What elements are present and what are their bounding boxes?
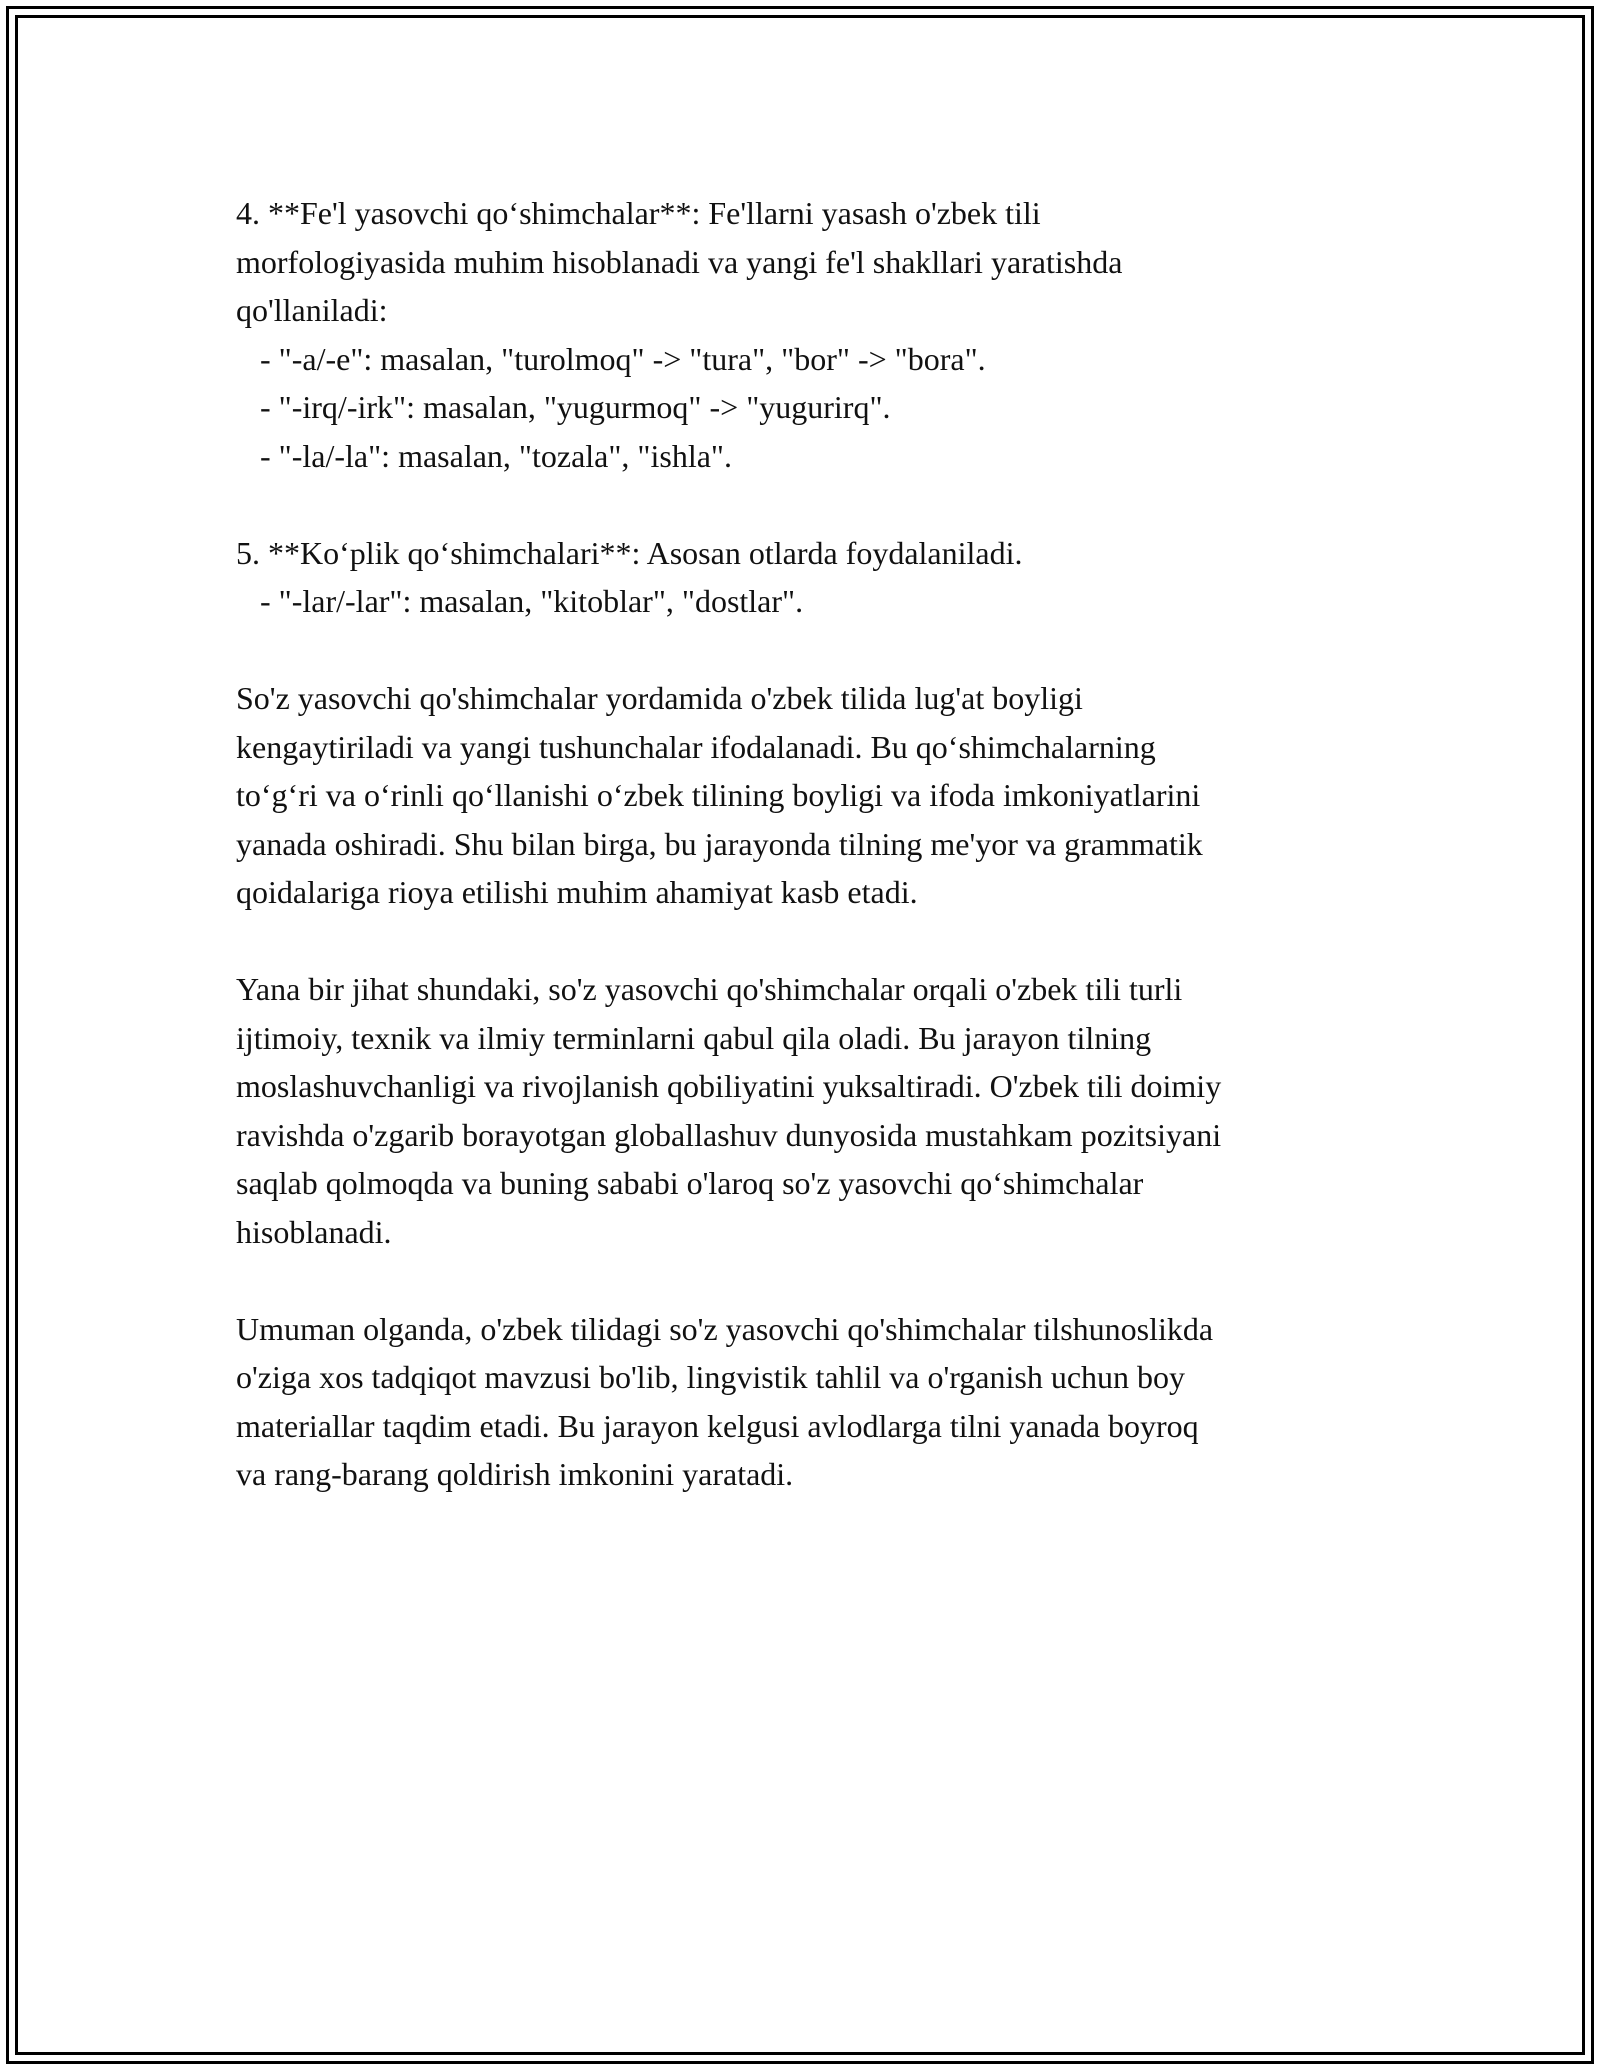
paragraph-vocabulary-enrichment [236, 674, 1386, 917]
text-line: qoidalariga rioya etilishi muhim ahamiyat kasb etadi. [236, 874, 918, 910]
text-line: ijtimoiy, texnik va ilmiy terminlarni qabul qila oladi. Bu jarayon tilning [236, 1019, 1152, 1056]
text-line: 5. **Ko‘plik qo‘shimchalari**: Asosan otlarda foydalaniladi. [236, 534, 1023, 571]
list-item: - "-irq/-irk": masalan, "yugurmoq" -> "yugurirq". [236, 389, 891, 425]
text-line: yanada oshiradi. Shu bilan birga, bu jarayonda tilning me'yor va grammatik [236, 825, 1203, 862]
text-line: moslashuvchanligi va rivojlanish qobiliyatini yuksaltiradi. O'zbek tili doimiy [236, 1068, 1222, 1104]
text-line: kengaytiriladi va yangi tushunchalar ifodalanadi. Bu qo‘shimchalarning [236, 728, 1156, 765]
text-line: Yana bir jihat shundaki, so'z yasovchi qo'shimchalar orqali o'zbek tili turli [236, 971, 1183, 1007]
text-line: ravishda o'zgarib borayotgan globallashuv dunyosida mustahkam pozitsiyani [236, 1116, 1222, 1153]
text-line: So'z yasovchi qo'shimchalar yordamida o'zbek tilida lug'at boyligi [236, 680, 1083, 716]
document-body [236, 189, 1386, 1547]
text-line: 4. **Fe'l yasovchi qo‘shimchalar**: Fe'llarni yasash o'zbek tili [236, 195, 1041, 231]
text-line: saqlab qolmoqda va buning sababi o'laroq so'z yasovchi qo‘shimchalar [236, 1165, 1144, 1201]
paragraph-terminology-adaptation [236, 965, 1386, 1256]
paragraph-conclusion [236, 1305, 1386, 1499]
text-line: morfologiyasida muhim hisoblanadi va yangi fe'l shakllari yaratishda [236, 243, 1123, 280]
list-item: - "-a/-e": masalan, "turolmoq" -> "tura", "bor" -> "bora". [236, 340, 986, 377]
text-line: o'ziga xos tadqiqot mavzusi bo'lib, lingvistik tahlil va o'rganish uchun boy [236, 1359, 1186, 1395]
text-line: to‘g‘ri va o‘rinli qo‘llanishi o‘zbek tilining boyligi va ifoda imkoniyatlarini [236, 777, 1201, 813]
text-line: hisoblanadi. [236, 1213, 392, 1250]
list-item: - "-la/-la": masalan, "tozala", "ishla". [236, 437, 732, 474]
text-line: va rang-barang qoldirish imkonini yaratadi. [236, 1456, 794, 1492]
text-line: Umuman olganda, o'zbek tilidagi so'z yasovchi qo'shimchalar tilshunoslikda [236, 1310, 1214, 1347]
text-line: qo'llaniladi: [236, 292, 388, 328]
text-line: materiallar taqdim etadi. Bu jarayon kelgusi avlodlarga tilni yanada boyroq [236, 1407, 1199, 1444]
section-5-plural-suffixes [236, 529, 1386, 626]
section-4-verb-suffixes [236, 189, 1386, 480]
list-item: - "-lar/-lar": masalan, "kitoblar", "dostlar". [236, 583, 804, 619]
